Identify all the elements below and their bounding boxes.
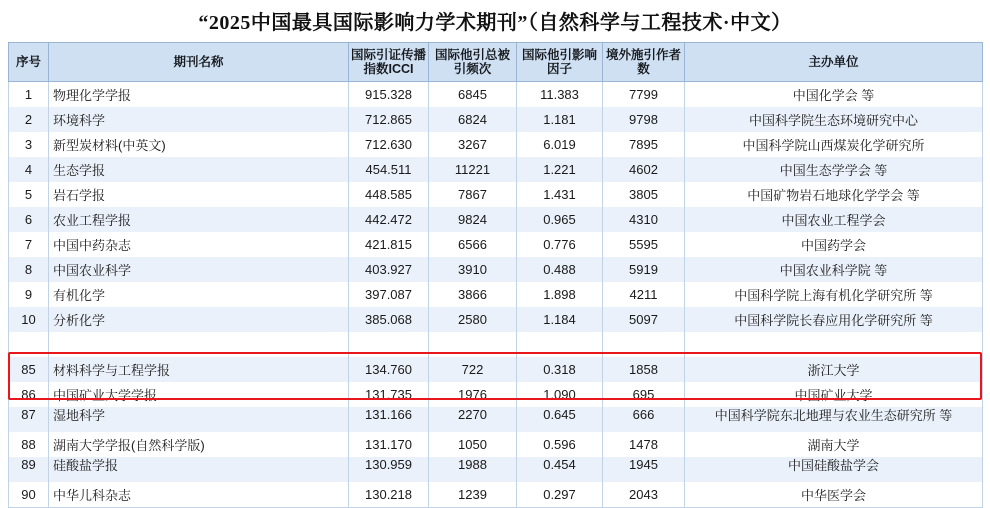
- cell-impact-factor: 1.431: [517, 182, 603, 207]
- cell-journal-name: 中国中药杂志: [49, 232, 349, 257]
- cell-impact-factor: [517, 332, 603, 357]
- cell-total-citations: [429, 407, 517, 432]
- cell-overseas-authors: 4310: [603, 207, 685, 232]
- cell-journal-name: 分析化学: [49, 307, 349, 332]
- cell-organizer: 中国科学院上海有机化学研究所 等: [685, 282, 983, 307]
- column-header-seq: 序号: [9, 43, 49, 82]
- cell-seq: 90: [9, 482, 49, 508]
- cell-seq: 86: [9, 382, 49, 407]
- cell-impact-factor: 11.383: [517, 82, 603, 108]
- cell-organizer-text: 中国硅酸盐学会: [787, 458, 879, 473]
- cell-total-citations: 9824: [429, 207, 517, 232]
- cell-overseas-authors: [603, 407, 685, 432]
- cell-seq: 10: [9, 307, 49, 332]
- cell-impact-factor: 1.090: [517, 382, 603, 407]
- cell-overseas-authors: 1478: [603, 432, 685, 457]
- cell-icci: 712.865: [349, 107, 429, 132]
- cell-journal-name: 中国矿业大学学报: [49, 382, 349, 407]
- cell-organizer: 中国生态学学会 等: [685, 157, 983, 182]
- cell-impact-factor: 0.965: [517, 207, 603, 232]
- cell-journal-name-text: 湿地科学: [53, 408, 106, 423]
- cell-icci: 712.630: [349, 132, 429, 157]
- cell-icci: 454.511: [349, 157, 429, 182]
- cell-journal-name: 农业工程学报: [49, 207, 349, 232]
- cell-journal-name: 湖南大学学报(自然科学版): [49, 432, 349, 457]
- cell-total-citations: 1050: [429, 432, 517, 457]
- cell-icci-text: 131.166: [365, 407, 412, 422]
- cell-icci: [349, 407, 429, 432]
- cell-overseas-authors-text: 1945: [629, 457, 658, 472]
- cell-total-citations: [429, 332, 517, 357]
- cell-seq-text: 89: [21, 457, 36, 472]
- cell-icci: 915.328: [349, 82, 429, 108]
- cell-impact-factor: 0.488: [517, 257, 603, 282]
- cell-icci: 130.218: [349, 482, 429, 508]
- cell-impact-factor: 1.184: [517, 307, 603, 332]
- cell-impact-factor: 0.318: [517, 357, 603, 382]
- cell-icci: 403.927: [349, 257, 429, 282]
- cell-overseas-authors: 7799: [603, 82, 685, 108]
- table-header: [9, 43, 983, 82]
- cell-total-citations: [429, 457, 517, 482]
- cell-icci: 131.735: [349, 382, 429, 407]
- cell-total-citations-text: 1988: [458, 457, 487, 472]
- cell-overseas-authors: 4211: [603, 282, 685, 307]
- cell-total-citations: 1239: [429, 482, 517, 508]
- column-header-impact-factor: 国际他引影响因子: [517, 43, 603, 82]
- cell-organizer: 中国矿物岩石地球化学学会 等: [685, 182, 983, 207]
- column-header-organizer: 主办单位: [685, 43, 983, 82]
- cell-organizer: [685, 457, 983, 482]
- cell-overseas-authors: 5595: [603, 232, 685, 257]
- table-row: [9, 282, 983, 307]
- cell-impact-factor: 0.776: [517, 232, 603, 257]
- cell-icci: 134.760: [349, 357, 429, 382]
- cell-journal-name: [49, 332, 349, 357]
- table-row: [9, 257, 983, 282]
- cell-journal-name: 中华儿科杂志: [49, 482, 349, 508]
- cell-journal-name: 生态学报: [49, 157, 349, 182]
- cell-organizer: 中国科学院生态环境研究中心: [685, 107, 983, 132]
- cell-icci: 385.068: [349, 307, 429, 332]
- cell-organizer: 中国化学会 等: [685, 82, 983, 108]
- cell-organizer: 中国农业科学院 等: [685, 257, 983, 282]
- cell-journal-name: 物理化学学报: [49, 82, 349, 108]
- cell-overseas-authors: 4602: [603, 157, 685, 182]
- cell-journal-name: 有机化学: [49, 282, 349, 307]
- cell-impact-factor: 0.596: [517, 432, 603, 457]
- cell-total-citations: 3910: [429, 257, 517, 282]
- cell-total-citations: 3267: [429, 132, 517, 157]
- table-body-bottom: [9, 357, 983, 508]
- cell-impact-factor: [517, 457, 603, 482]
- cell-impact-factor: 1.898: [517, 282, 603, 307]
- cell-journal-name: [49, 407, 349, 432]
- cell-seq: 6: [9, 207, 49, 232]
- cell-impact-factor: 6.019: [517, 132, 603, 157]
- table-row: [9, 182, 983, 207]
- cell-total-citations: 11221: [429, 157, 517, 182]
- cell-overseas-authors: 3805: [603, 182, 685, 207]
- cell-icci: 131.170: [349, 432, 429, 457]
- cell-overseas-authors: 5919: [603, 257, 685, 282]
- cell-seq: 7: [9, 232, 49, 257]
- cell-seq-text: 87: [21, 407, 36, 422]
- journal-ranking-table-wrap: [8, 42, 982, 508]
- cell-organizer: 中国药学会: [685, 232, 983, 257]
- table-row: [9, 157, 983, 182]
- cell-journal-name: 环境科学: [49, 107, 349, 132]
- cell-total-citations: 6845: [429, 82, 517, 108]
- cell-seq: 5: [9, 182, 49, 207]
- cell-journal-name: 材料科学与工程学报: [49, 357, 349, 382]
- cell-icci: 448.585: [349, 182, 429, 207]
- column-header-overseas-authors: 境外施引作者数: [603, 43, 685, 82]
- cell-organizer: 湖南大学: [685, 432, 983, 457]
- table-row: [9, 482, 983, 508]
- table-row: [9, 132, 983, 157]
- cell-overseas-authors: 1858: [603, 357, 685, 382]
- cell-total-citations: 6824: [429, 107, 517, 132]
- cell-overseas-authors: 5097: [603, 307, 685, 332]
- cell-total-citations: 1976: [429, 382, 517, 407]
- cell-journal-name: 中国农业科学: [49, 257, 349, 282]
- cell-seq: 1: [9, 82, 49, 108]
- cell-organizer: 中国矿业大学: [685, 382, 983, 407]
- table-row-clipped-87: [9, 407, 983, 432]
- cell-organizer: 中国科学院山西煤炭化学研究所: [685, 132, 983, 157]
- cell-seq: 85: [9, 357, 49, 382]
- cell-impact-factor: 1.221: [517, 157, 603, 182]
- column-header-total-citations: 国际他引总被引频次: [429, 43, 517, 82]
- column-header-icci: 国际引证传播指数ICCI: [349, 43, 429, 82]
- cell-icci: 421.815: [349, 232, 429, 257]
- cell-icci-text: 130.959: [365, 457, 412, 472]
- cell-impact-factor: 1.181: [517, 107, 603, 132]
- cell-organizer: 中国科学院长春应用化学研究所 等: [685, 307, 983, 332]
- table-row-clipped: [9, 332, 983, 357]
- cell-icci: 397.087: [349, 282, 429, 307]
- cell-overseas-authors: 7895: [603, 132, 685, 157]
- page-title: “2025中国最具国际影响力学术期刊”（自然科学与工程技术·中文）: [198, 12, 792, 34]
- cell-overseas-authors: [603, 457, 685, 482]
- cell-organizer: [685, 332, 983, 357]
- cell-overseas-authors-text: 666: [632, 407, 655, 422]
- cell-organizer: 中华医学会: [685, 482, 983, 508]
- cell-seq: [9, 457, 49, 482]
- table-row: [9, 232, 983, 257]
- table-row: [9, 107, 983, 132]
- cell-icci: [349, 332, 429, 357]
- cell-icci: [349, 457, 429, 482]
- cell-total-citations: 722: [429, 357, 517, 382]
- cell-overseas-authors: 2043: [603, 482, 685, 508]
- cell-overseas-authors: [603, 332, 685, 357]
- table-row: [9, 207, 983, 232]
- cell-impact-factor-text: 0.645: [543, 407, 576, 422]
- column-header-journal-name: 期刊名称: [49, 43, 349, 82]
- cell-organizer: 中国农业工程学会: [685, 207, 983, 232]
- cell-seq: 4: [9, 157, 49, 182]
- journal-ranking-table: [8, 42, 983, 357]
- cell-organizer-text: 中国科学院东北地理与农业生态研究所 等: [714, 408, 953, 423]
- cell-total-citations: 3866: [429, 282, 517, 307]
- cell-seq: 9: [9, 282, 49, 307]
- table-row-highlighted: [9, 432, 983, 457]
- table-row: [9, 357, 983, 382]
- cell-icci: 442.472: [349, 207, 429, 232]
- cell-journal-name: 新型炭材料(中英文): [49, 132, 349, 157]
- cell-journal-name: 岩石学报: [49, 182, 349, 207]
- cell-impact-factor: [517, 407, 603, 432]
- table-row: [9, 307, 983, 332]
- cell-seq: 3: [9, 132, 49, 157]
- table-row: [9, 82, 983, 108]
- cell-journal-name: [49, 457, 349, 482]
- journal-ranking-table-continued: [8, 357, 983, 508]
- cell-seq: [9, 332, 49, 357]
- cell-seq: 8: [9, 257, 49, 282]
- table-header-row: [9, 43, 983, 82]
- cell-total-citations: 6566: [429, 232, 517, 257]
- cell-impact-factor: 0.297: [517, 482, 603, 508]
- cell-total-citations: 2580: [429, 307, 517, 332]
- cell-seq: 2: [9, 107, 49, 132]
- cell-total-citations-text: 2270: [458, 407, 487, 422]
- cell-overseas-authors: 695: [603, 382, 685, 407]
- cell-organizer: [685, 407, 983, 432]
- cell-organizer: 浙江大学: [685, 357, 983, 382]
- cell-overseas-authors: 9798: [603, 107, 685, 132]
- cell-impact-factor-text: 0.454: [543, 457, 576, 472]
- table-row: [9, 382, 983, 407]
- cell-seq: [9, 407, 49, 432]
- table-body-top: [9, 82, 983, 358]
- table-row-clipped-89: [9, 457, 983, 482]
- cell-seq: 88: [9, 432, 49, 457]
- cell-journal-name-text: 硅酸盐学报: [53, 458, 119, 473]
- cell-total-citations: 7867: [429, 182, 517, 207]
